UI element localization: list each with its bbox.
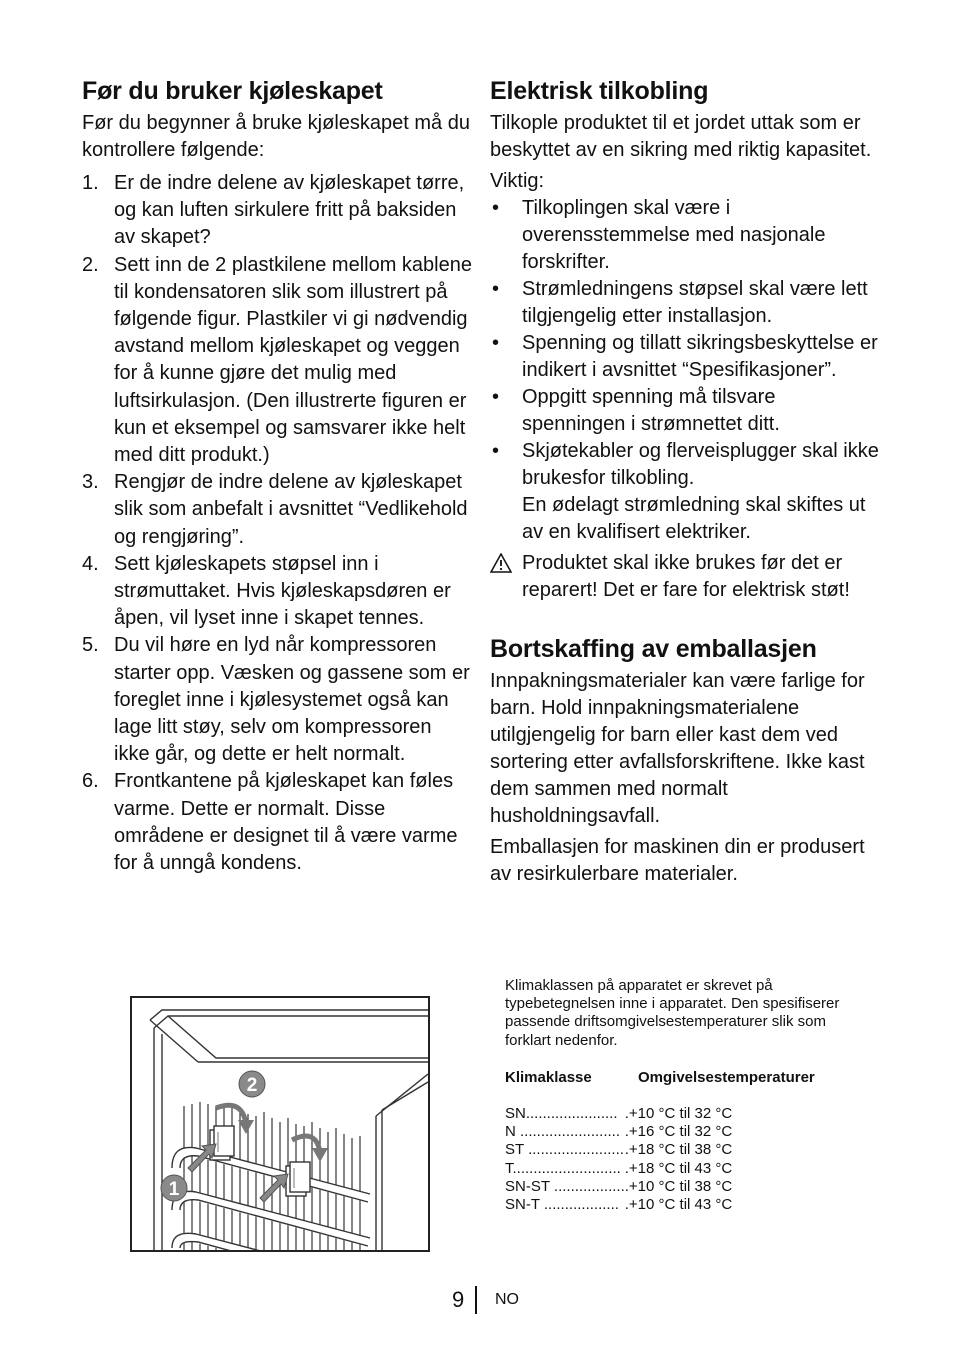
table-row: ST ....................... .+18 °C til 38 °C	[505, 1141, 733, 1159]
table-row: T.......................... .+18 °C til 43 °C	[505, 1159, 733, 1177]
section-title-before-use: Før du bruker kjøleskapet	[82, 77, 383, 105]
section-title-packaging: Bortskaffing av emballasjen	[490, 635, 817, 663]
bullet-icon: •	[492, 278, 500, 300]
language-code: NO	[495, 1291, 519, 1308]
list-item: • Strømledningens støpsel skal være lett tilgjengelig etter installasjon.	[492, 278, 868, 327]
list-item: 3. Rengjør de indre delene av kjøleskapet slik som anbefalt i avsnittet “Vedlikehold og rengjøring”.	[82, 471, 468, 548]
list-item: • Oppgitt spenning må tilsvare spenningen i strømnettet ditt.	[492, 386, 780, 435]
bullet-icon: •	[492, 440, 500, 462]
bullet-icon: •	[492, 197, 500, 219]
footer-divider	[475, 1286, 477, 1314]
electrical-intro: Tilkople produktet til et jordet uttak som er beskyttet av en sikring med riktig kapasitet.	[490, 112, 872, 161]
fridge-back-drawing	[132, 998, 428, 1250]
table-row: N ........................ .+16 °C til 32 °C	[505, 1123, 733, 1141]
plastic-wedge-1	[210, 1126, 234, 1160]
climate-table	[505, 1105, 732, 1214]
page-footer	[0, 1286, 954, 1316]
climate-class-box	[505, 977, 865, 1214]
important-label: Viktig:	[490, 170, 545, 192]
left-column	[82, 76, 472, 877]
list-item: • Skjøtekabler og flerveisplugger skal ikke brukesfor tilkobling. En ødelagt strømledning skal skiftes ut av en kvalifisert elektriker.	[492, 440, 879, 543]
section-title-electrical: Elektrisk tilkobling	[490, 77, 709, 105]
list-item: 5. Du vil høre en lyd når kompressoren starter opp. Væsken og gassene som er foreglet inne i kjølesystemet også kan lage litt støy, selv om kompressoren ikke går, og dette er helt normalt.	[82, 634, 470, 766]
before-use-steps	[82, 170, 472, 877]
bullet-icon: •	[492, 386, 500, 408]
badge-2-label: 2	[246, 1075, 258, 1096]
list-item: 2. Sett inn de 2 plastkilene mellom kablene til kondensatoren slik som illustrert på følgende figur. Plastkiler vi gi nødvendig avstand mellom kjøleskapet og veggen for å kunne gjøre det mulig med luftsirkulasjon. (Den illustrerte figuren er kun et eksempel og samsvarer ikke helt med ditt produkt.)	[82, 253, 472, 467]
right-column	[490, 76, 880, 888]
climate-col-class: Klimaklasse	[505, 1068, 592, 1086]
table-row: SN...................... .+10 °C til 32 °C	[505, 1105, 733, 1123]
table-row: SN-T .................. .+10 °C til 43 °C	[505, 1196, 733, 1214]
condenser-wedge-illustration	[130, 996, 430, 1252]
warning-triangle-icon	[490, 553, 512, 573]
before-use-intro: Før du begynner å bruke kjøleskapet må du kontrollere følgende:	[82, 112, 470, 161]
list-item: 4. Sett kjøleskapets støpsel inn i strømuttaket. Hvis kjøleskapsdøren er åpen, vil lyset inne i skapet tennes.	[82, 552, 451, 630]
plastic-wedge-2	[286, 1162, 310, 1196]
badge-1-label: 1	[168, 1179, 180, 1200]
climate-intro: Klimaklassen på apparatet er skrevet på typebetegnelsen inne i apparatet. Den spesifiserer passende driftsomgivelsestemperaturer slik som forklart nedenfor.	[505, 977, 840, 1049]
table-row: SN-ST ................. .+10 °C til 38 °C	[505, 1177, 733, 1195]
bullet-extra: En ødelagt strømledning skal skiftes ut av en kvalifisert elektriker.	[522, 494, 866, 543]
list-item: • Tilkoplingen skal være i overensstemmelse med nasjonale forskrifter.	[492, 197, 826, 273]
climate-col-temp: Omgivelsestemperaturer	[638, 1068, 815, 1086]
electrical-bullets	[490, 195, 880, 546]
packaging-paragraph-1: Innpakningsmaterialer kan være farlige for barn. Hold innpakningsmaterialene utilgjengelig for barn eller kast dem ved sortering etter avfallsforskriftene. Ikke kast dem sammen med normalt husholdningsavfall.	[490, 670, 865, 827]
list-item: 1. Er de indre delene av kjøleskapet tørre, og kan luften sirkulere fritt på baksiden av skapet?	[82, 172, 465, 249]
list-item: • Spenning og tillatt sikringsbeskyttelse er indikert i avsnittet “Spesifikasjoner”.	[492, 332, 878, 381]
packaging-paragraph-2: Emballasjen for maskinen din er produsert av resirkulerbare materialer.	[490, 836, 865, 885]
climate-header	[505, 1069, 865, 1087]
page-number: 9	[452, 1287, 465, 1312]
packaging-section	[490, 634, 880, 888]
list-item: 6. Frontkantene på kjøleskapet kan føles varme. Dette er normalt. Disse områdene er designet til å være varme for å unngå kondens.	[82, 770, 458, 875]
warning-note: Produktet skal ikke brukes før det er reparert! Det er fare for elektrisk støt!	[490, 550, 880, 604]
bullet-icon: •	[492, 332, 500, 354]
